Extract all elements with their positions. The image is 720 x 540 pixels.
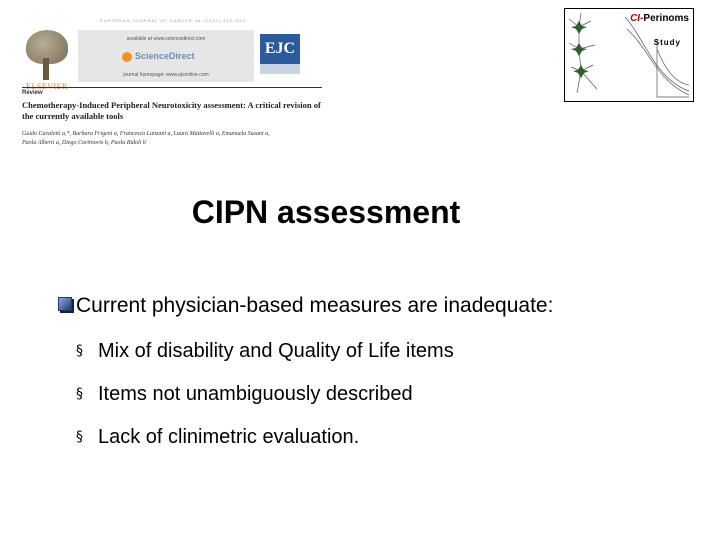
journal-citation: EUROPEAN JOURNAL OF CANCER 48 (2012) 410–424 [100,18,246,23]
study-logo [564,8,694,102]
article-header-image [22,14,322,174]
sciencedirect-icon [122,52,132,62]
section-bullet-icon: § [76,343,83,359]
section-bullet-icon: § [76,386,83,402]
elsevier-logo [22,30,72,94]
checkbox-bullet-icon [58,297,72,311]
sciencedirect-logo: ScienceDirect [122,50,206,64]
paper-authors: Guido Cavaletti a,*, Barbara Frigeni a, Francesca Lanzani a, Laura Mattavelli a, Emanuela Susani a, Paola Alberti a, Diego Cortinovis b, Paola Bidoli b [22,131,270,146]
sub-bullet: § Items not unambiguously described [76,383,413,405]
divider [22,87,322,88]
section-label: Review [22,90,43,96]
section-bullet-icon: § [76,429,83,445]
sub-bullet: § Mix of disability and Quality of Life items [76,340,454,362]
study-subtitle: Study [653,38,681,47]
main-bullet: Current physician-based measures are inadequate: [58,294,553,318]
sub-bullet: § Lack of clinimetric evaluation. [76,426,360,448]
available-line: available at www.sciencedirect.com [126,36,206,42]
slide-title: CIPN assessment [191,194,461,230]
paper-title: Chemotherapy-Induced Peripheral Neurotoxicity assessment: A critical revision of the currently available tools [22,100,321,121]
ejc-logo: EJC [260,34,300,64]
homepage-line: journal homepage: www.ejconline.com [123,72,209,78]
study-name: CI-Perinoms [630,13,689,24]
